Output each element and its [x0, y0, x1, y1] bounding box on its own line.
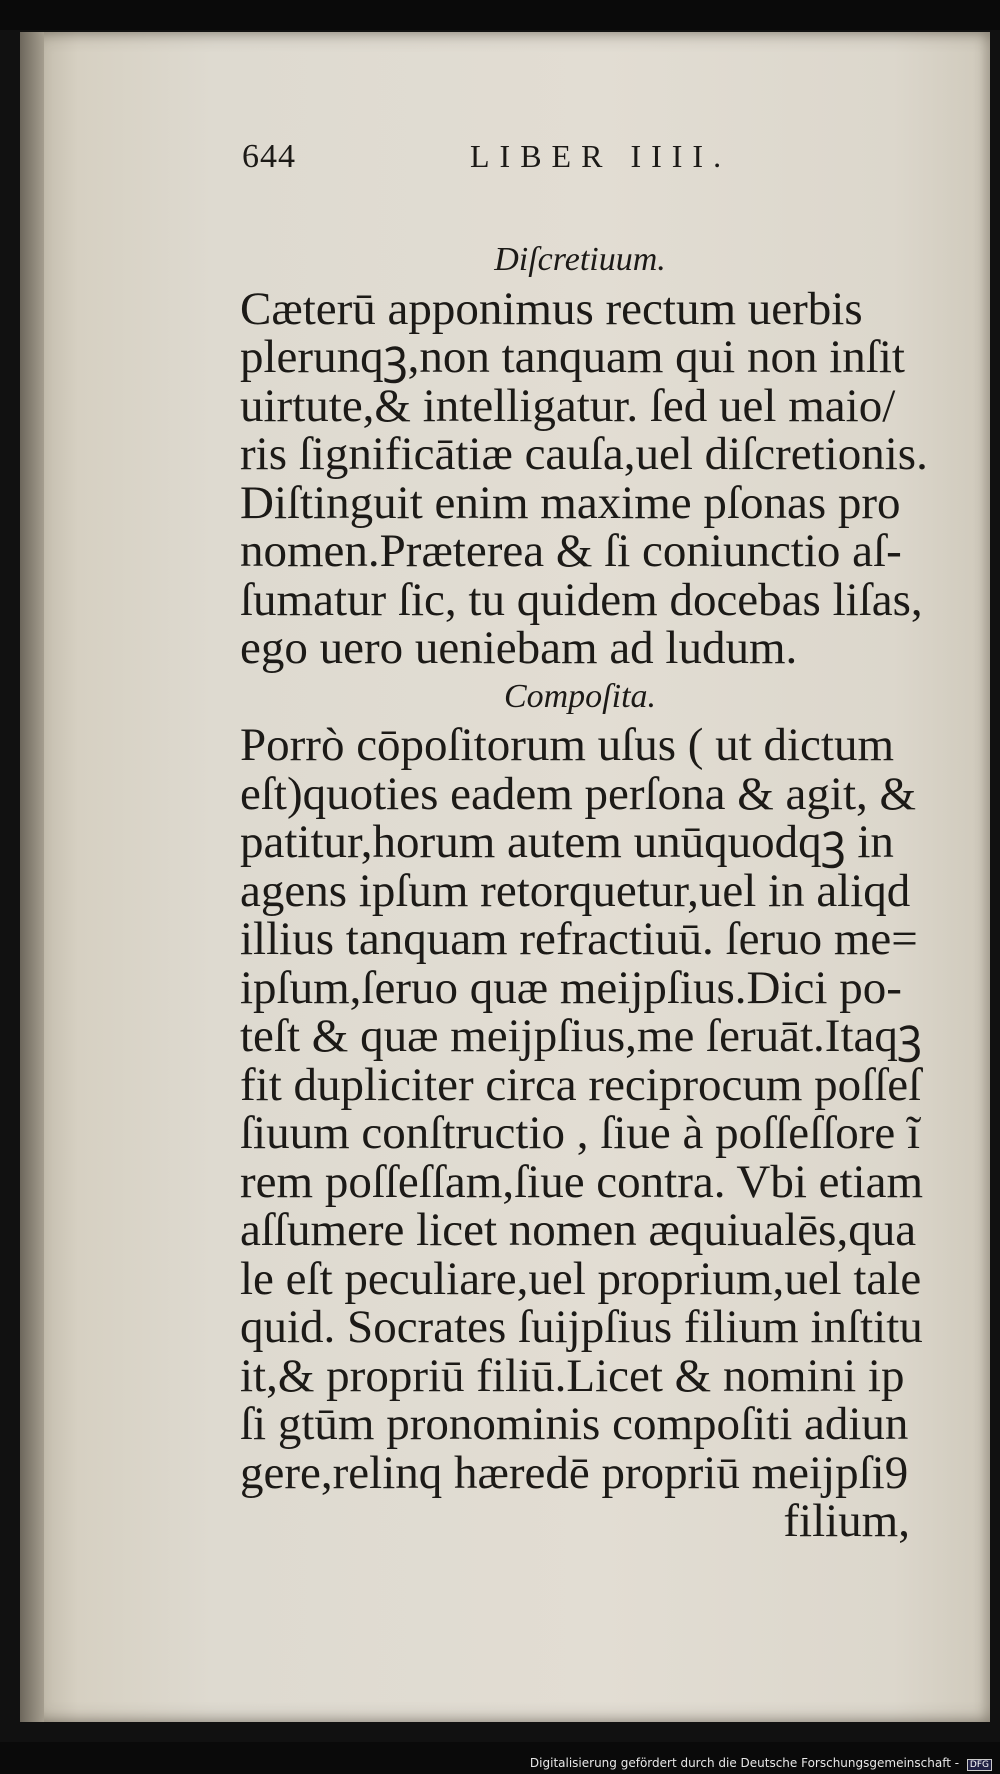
text-line: ego uero ueniebam ad ludum.	[240, 622, 798, 674]
text-line: ris ſignificātiæ cauſa,uel diſcretionis.	[240, 428, 928, 480]
digitization-credit	[530, 1756, 992, 1771]
text-line: uirtute,& intelligatur. ſed uel maio/	[240, 379, 896, 432]
text-line: Cæterū apponimus rectum uerbis	[240, 282, 863, 335]
running-title: LIBER IIII.	[470, 138, 732, 174]
text-line: fit dupliciter circa reciprocum poſſeſ	[240, 1058, 922, 1111]
text-line: ſiuum conſtructio , ſiue à poſſeſſore ĩ	[240, 1107, 921, 1159]
dfg-logo-icon: DFG	[967, 1759, 992, 1771]
page-number: 644	[242, 138, 296, 175]
catchword: filium,	[783, 1495, 910, 1547]
text-line: nomen.Præterea & ſi coniunctio aſ-	[240, 525, 902, 577]
section-heading	[240, 673, 920, 722]
text-line: ipſum,ſeruo quæ meijpſius.Dici po-	[240, 961, 902, 1014]
section-heading-text: Compoſita.	[503, 677, 657, 715]
text-line: illius tanquam refractiuū. ſeruo me=	[240, 913, 918, 965]
text-line: teſt & quæ meijpſius,me ſeruāt.Itaqꝫ	[240, 1010, 922, 1062]
text-line: eſt)quoties eadem perſona & agit, &	[240, 767, 917, 820]
text-line: it,& propriū filiū.Licet & nomini ip	[240, 1349, 905, 1402]
text-line: gere,relinq hæredē propriū meijpſi9	[240, 1446, 909, 1499]
credit-text: Digitalisierung gefördert durch die Deutsche Forschungsgemeinschaft -	[529, 1756, 960, 1770]
page-spine-shadow	[20, 32, 44, 1722]
text-line: Diſtinguit enim maxime pſonas pro	[240, 476, 901, 529]
text-line: quid. Socrates ſuijpſius filium inſtitu	[240, 1301, 923, 1353]
text-line: le eſt peculiare,uel proprium,uel tale	[240, 1252, 922, 1305]
text-line: plerunqꝫ,non tanquam qui non inſit	[240, 331, 905, 383]
text-line: aſſumere licet nomen æquiualēs,qua	[240, 1204, 917, 1256]
page-header	[220, 120, 800, 190]
text-line: patitur,horum autem unūquodqꝫ in	[240, 816, 894, 868]
text-line: agens ipſum retorquetur,uel in aliqd	[240, 864, 911, 917]
text-line: ſumatur ſic, tu quidem docebas liſas,	[240, 573, 923, 626]
text-line: ſi gtūm pronominis compoſiti adiun	[240, 1398, 909, 1450]
section-heading-text: Diſcretiuum.	[494, 241, 666, 278]
page-text	[240, 236, 928, 1547]
text-line: rem poſſeſſam,ſiue contra. Vbi etiam	[240, 1155, 924, 1208]
section-heading	[240, 236, 920, 285]
text-line: Porrò cōpoſitorum uſus ( ut dictum	[240, 719, 895, 771]
